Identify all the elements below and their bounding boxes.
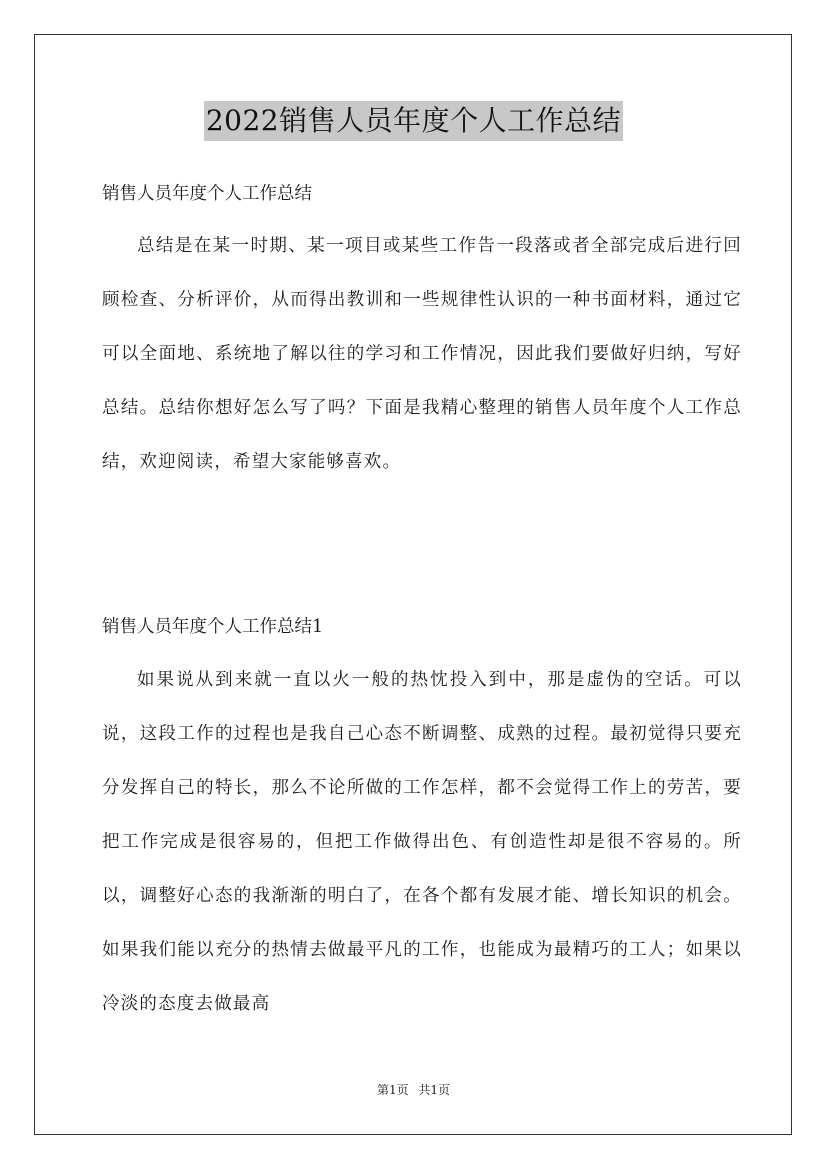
section1-body-container bbox=[102, 653, 742, 1031]
page-number: 第1页 bbox=[376, 1083, 409, 1097]
document-title: 2022销售人员年度个人工作总结 bbox=[204, 101, 623, 141]
section1-paragraph: 如果说从到来就一直以火一般的热忱投入到中，那是虚伪的空话。可以说，这段工作的过程也是我自己心态不断调整、成熟的过程。最初觉得只要充分发挥自己的特长，那么不论所做的工作怎样，都不会觉得工作上的劳苦，要把工作完成是很容易的，但把工作做得出色、有创造性却是很不容易的。所以，调整好心态的我渐渐的明白了，在各个都有发展才能、增长知识的机会。如果我们能以充分的热情去做最平凡的工作，也能成为最精巧的工人；如果以冷淡的态度去做最高 bbox=[102, 670, 742, 1014]
page-footer bbox=[0, 1081, 827, 1098]
intro-paragraph: 总结是在某一时期、某一项目或某些工作告一段落或者全部完成后进行回顾检查、分析评价，从而得出教训和一些规律性认识的一种书面材料，通过它可以全面地、系统地了解以往的学习和工作情况，因此我们要做好归纳，写好总结。总结你想好怎么写了吗？下面是我精心整理的销售人员年度个人工作总结，欢迎阅读，希望大家能够喜欢。 bbox=[102, 236, 742, 472]
subtitle: 销售人员年度个人工作总结 bbox=[102, 184, 312, 204]
section1-heading: 销售人员年度个人工作总结1 bbox=[102, 617, 324, 637]
total-pages: 共1页 bbox=[418, 1083, 451, 1097]
intro-paragraph-container bbox=[102, 219, 742, 489]
title-container bbox=[0, 101, 827, 141]
